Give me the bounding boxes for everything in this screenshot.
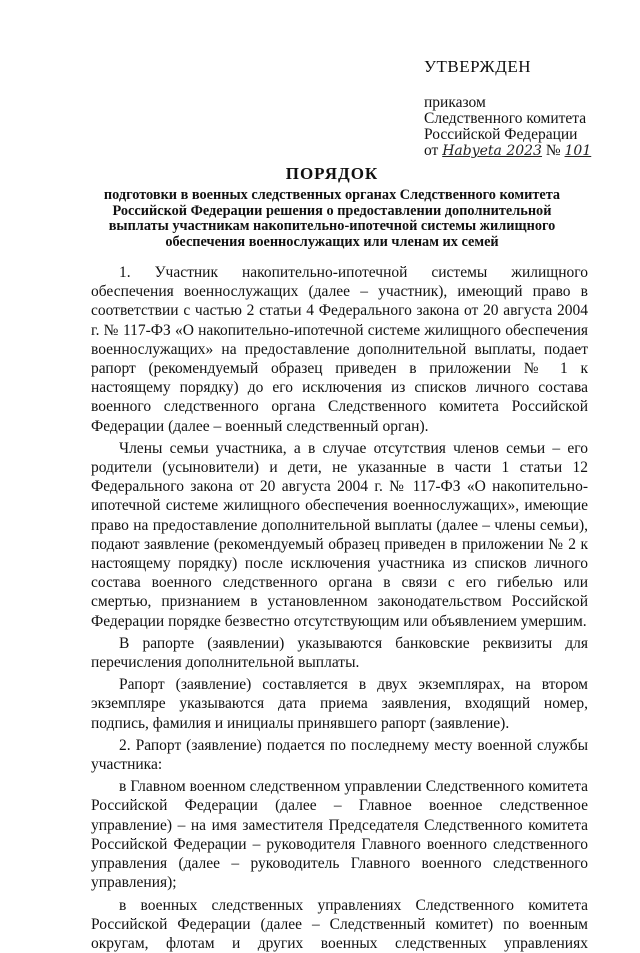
- approval-order-line: [424, 143, 624, 159]
- approval-line-2: Следственного комитета: [424, 111, 624, 127]
- order-date-handwritten: Hаbyeta 2023: [442, 143, 542, 159]
- paragraph-5: 2. Рапорт (заявление) подается по последнему месту военной службы участника:: [91, 736, 588, 774]
- order-number-handwritten: 101: [565, 143, 592, 159]
- document-title-block: [92, 164, 572, 250]
- paragraph-6: в Главном военном следственном управлении Следственного комитета Российской Федерации (далее – Главное военное следственное управление) – на имя заместителя Председателя Следственного комитета Российской Федерации – руководителя Главного военного следственного управления (далее – руководитель Главного военного следственного управления);: [91, 777, 588, 892]
- approval-stamp-block: [424, 59, 624, 159]
- document-title: ПОРЯДОК: [92, 164, 572, 184]
- paragraph-2: Члены семьи участника, а в случае отсутствия членов семьи – его родители (усыновители) и дети, не указанные в части 1 статьи 12 Федерального закона от 20 августа 2004 г. № 117-ФЗ «О накопительно-ипотечной системе жилищного обеспечения военнослужащих», имеющие право на предоставление дополнительной выплаты (далее – члены семьи), подают заявление (рекомендуемый образец приведен в приложении № 2 к настоящему порядку) после исключения участника из списков личного состава военного следственного органа в связи с его гибелью или смертью, признанием в установленном законодательством Российской Федерации порядке безвестно отсутствующим или объявлением умершим.: [91, 439, 588, 631]
- paragraph-3: В рапорте (заявлении) указываются банковские реквизиты для перечисления дополнительной выплаты.: [91, 634, 588, 672]
- approval-line-1: приказом: [424, 95, 624, 111]
- approval-stamp: УТВЕРЖДЕН: [424, 59, 624, 75]
- document-body: [91, 263, 588, 953]
- paragraph-7: в военных следственных управлениях Следственного комитета Российской Федерации (далее – Следственный комитет) по военным округам, флотам и других военных следственных управлениях: [91, 896, 588, 953]
- order-number-label: №: [546, 142, 561, 159]
- order-prefix: от: [424, 142, 438, 159]
- approval-line-3: Российской Федерации: [424, 127, 624, 143]
- paragraph-4: Рапорт (заявление) составляется в двух экземплярах, на втором экземпляре указываются дата приема заявления, входящий номер, подпись, фамилия и инициалы принявшего рапорт (заявление).: [91, 675, 588, 733]
- document-subtitle: подготовки в военных следственных органах Следственного комитета Российской Федерации решения о предоставлении дополнительной выплаты участникам накопительно-ипотечной системы жилищного обеспечения военнослужащих или членам их семей: [92, 188, 572, 250]
- paragraph-1: 1. Участник накопительно-ипотечной системы жилищного обеспечения военнослужащих (далее – участник), имеющий право в соответствии с частью 2 статьи 4 Федерального закона от 20 августа 2004 г. № 117-ФЗ «О накопительно-ипотечной системе жилищного обеспечения военнослужащих» на предоставление дополнительной выплаты, подает рапорт (рекомендуемый образец приведен в приложении № 1 к настоящему порядку) до его исключения из списков личного состава военного следственного органа Следственного комитета Российской Федерации (далее – военный следственный орган).: [91, 263, 588, 436]
